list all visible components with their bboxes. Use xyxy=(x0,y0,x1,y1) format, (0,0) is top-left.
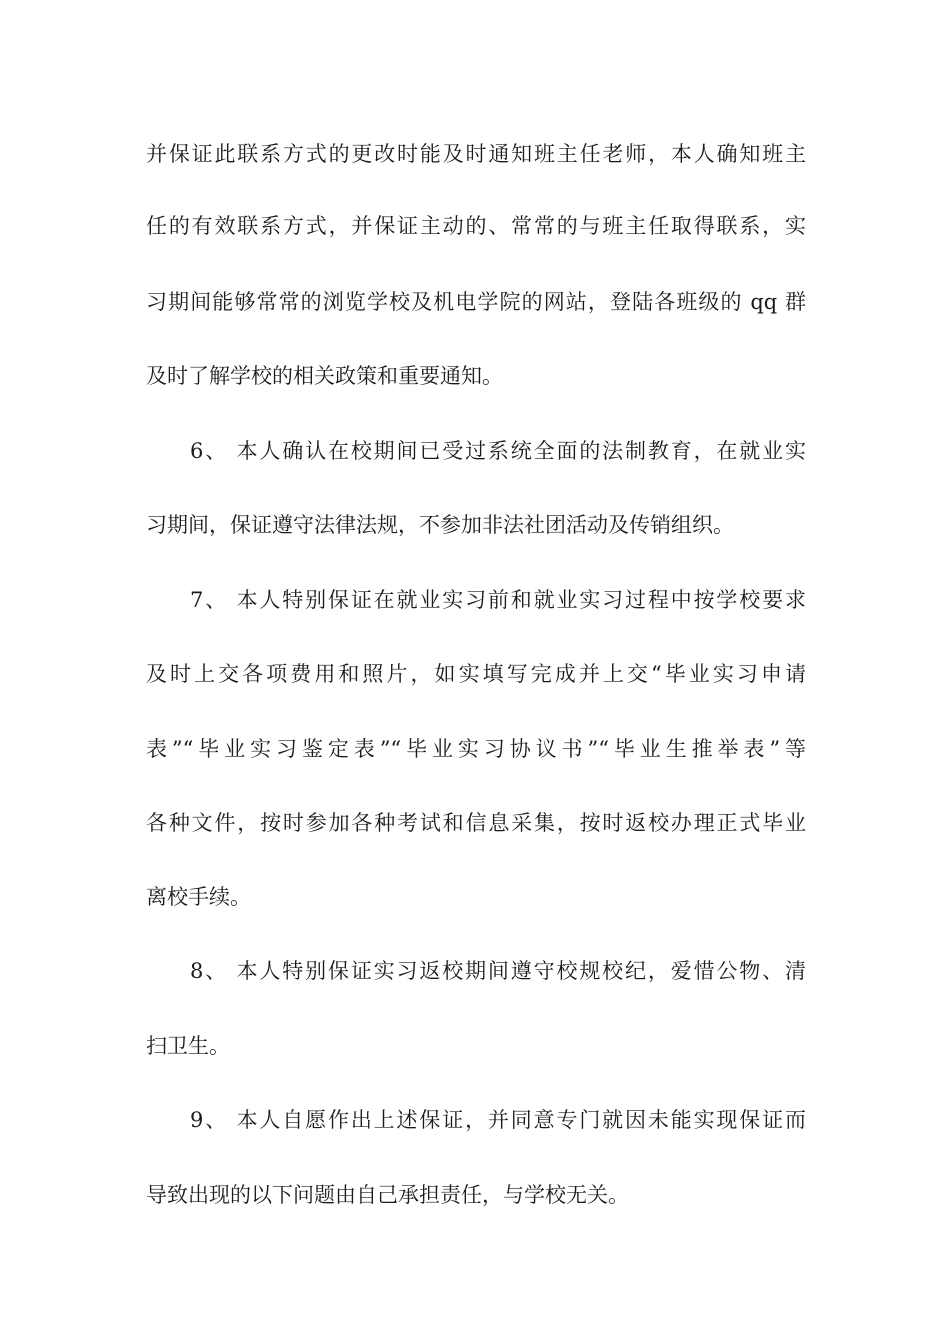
list-item-9-line: 9、 本人自愿作出上述保证，并同意专门就因未能实现保证而 xyxy=(190,1108,806,1132)
paragraph-line: 导致出现的以下问题由自己承担责任，与学校无关。 xyxy=(146,1183,629,1207)
paragraph-line: 表”“毕业实习鉴定表”“毕业实习协议书”“毕业生推举表”等 xyxy=(146,737,806,761)
paragraph-line: 各种文件，按时参加各种考试和信息采集，按时返校办理正式毕业 xyxy=(146,811,806,835)
paragraph-line: 习期间能够常常的浏览学校及机电学院的网站，登陆各班级的 qq 群 xyxy=(146,290,806,314)
paragraph-line: 离校手续。 xyxy=(146,885,251,909)
paragraph-line: 习期间，保证遵守法律法规，不参加非法社团活动及传销组织。 xyxy=(146,513,734,537)
paragraph-line: 及时上交各项费用和照片，如实填写完成并上交“毕业实习申请 xyxy=(146,662,806,686)
paragraph-line: 扫卫生。 xyxy=(146,1034,230,1058)
paragraph-line: 任的有效联系方式，并保证主动的、常常的与班主任取得联系，实 xyxy=(146,214,806,238)
list-item-7-line: 7、 本人特别保证在就业实习前和就业实习过程中按学校要求 xyxy=(190,588,806,612)
paragraph-line: 及时了解学校的相关政策和重要通知。 xyxy=(146,364,503,388)
paragraph-line: 并保证此联系方式的更改时能及时通知班主任老师，本人确知班主 xyxy=(146,142,806,166)
list-item-8-line: 8、 本人特别保证实习返校期间遵守校规校纪，爱惜公物、清 xyxy=(190,959,806,983)
list-item-6-line: 6、 本人确认在校期间已受过系统全面的法制教育，在就业实 xyxy=(190,439,806,463)
